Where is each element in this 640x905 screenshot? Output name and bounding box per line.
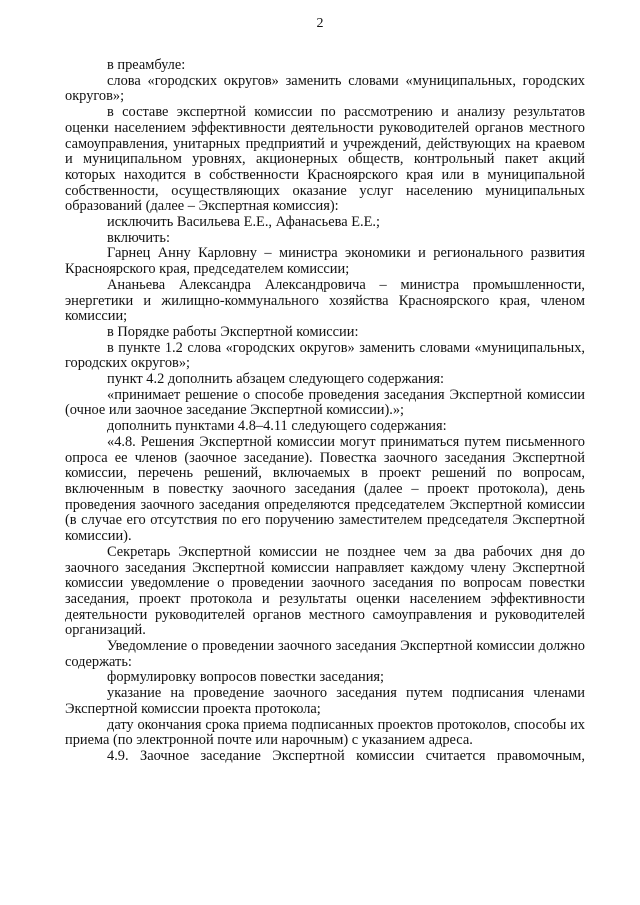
paragraph: дополнить пунктами 4.8–4.11 следующего содержания: [107, 418, 447, 435]
paragraph: в пункте 1.2 слова «городских округов» заменить словами «муниципальных, городских округов»; [65, 339, 585, 372]
paragraph: слова «городских округов» заменить словами «муниципальных, городских округов»; [65, 72, 585, 105]
paragraph: Секретарь Экспертной комиссии не позднее чем за два рабочих дня до заочного заседания Экспертной комиссии направляет каждому члену Экспертной комиссии уведомление о проведении заочного заседания по вопросам повестки заседания, проект протокола и результаты оценки населением эффективности деятельности руководителей органов местного самоуправления и руководителей организаций. [65, 543, 585, 639]
paragraph: Ананьева Александра Александровича – министра промышленности, энергетики и жилищно-коммунального хозяйства Красноярского края, членом комиссии; [65, 276, 585, 325]
paragraph: в составе экспертной комиссии по рассмотрению и анализу результатов оценки населением эффективности деятельности руководителей органов местного самоуправления, унитарных предприятий и учреждений, действующих на краевом и муниципальном уровнях, акционерных обществ, контрольный пакет акций которых находится в собственности Красноярского края или в муниципальной собственности, осуществляющих оказание услуг населению муниципальных образований (далее – Экспертная комиссия): [65, 104, 585, 215]
paragraph: в преамбуле: [107, 57, 186, 73]
paragraph: в Порядке работы Экспертной комиссии: [107, 323, 359, 340]
paragraph: пункт 4.2 дополнить абзацем следующего содержания: [107, 371, 444, 388]
paragraph: «4.8. Решения Экспертной комиссии могут приниматься путем письменного опроса ее членов (заочное заседание). Повестка заочного заседания Экспертной комиссии, перечень решений, включаемых в проект решений по вопросам, включенным в повестку заочного заседания (далее – проект протокола), день проведения заочного заседания определяются председателем Экспертной комиссии (в случае его отсутствия по его поручению заместителем председателя Экспертной комиссии). [65, 433, 585, 545]
page-number: 2 [316, 16, 324, 31]
paragraph: Гарнец Анну Карловну – министра экономики и регионального развития Красноярского края, председателем комиссии; [65, 245, 585, 278]
paragraph: включить: [107, 229, 170, 246]
paragraph: Уведомление о проведении заочного заседания Экспертной комиссии должно содержать: [65, 638, 585, 670]
paragraph: указание на проведение заочного заседания путем подписания членами Экспертной комиссии проекта протокола; [65, 685, 585, 717]
paragraph: дату окончания срока приема подписанных проектов протоколов, способы их приема (по электронной почте или нарочным) с указанием адреса. [65, 716, 585, 749]
paragraph: исключить Васильева Е.Е., Афанасьева Е.Е.; [107, 214, 380, 231]
paragraph: «принимает решение о способе проведения заседания Экспертной комиссии (очное или заочное заседание Экспертной комиссии).»; [65, 386, 585, 419]
paragraph-continued: 4.9. Заочное заседание Экспертной комиссии считается правомочным, [107, 747, 585, 764]
document-body [65, 58, 585, 765]
paragraph: формулировку вопросов повестки заседания; [107, 669, 385, 686]
